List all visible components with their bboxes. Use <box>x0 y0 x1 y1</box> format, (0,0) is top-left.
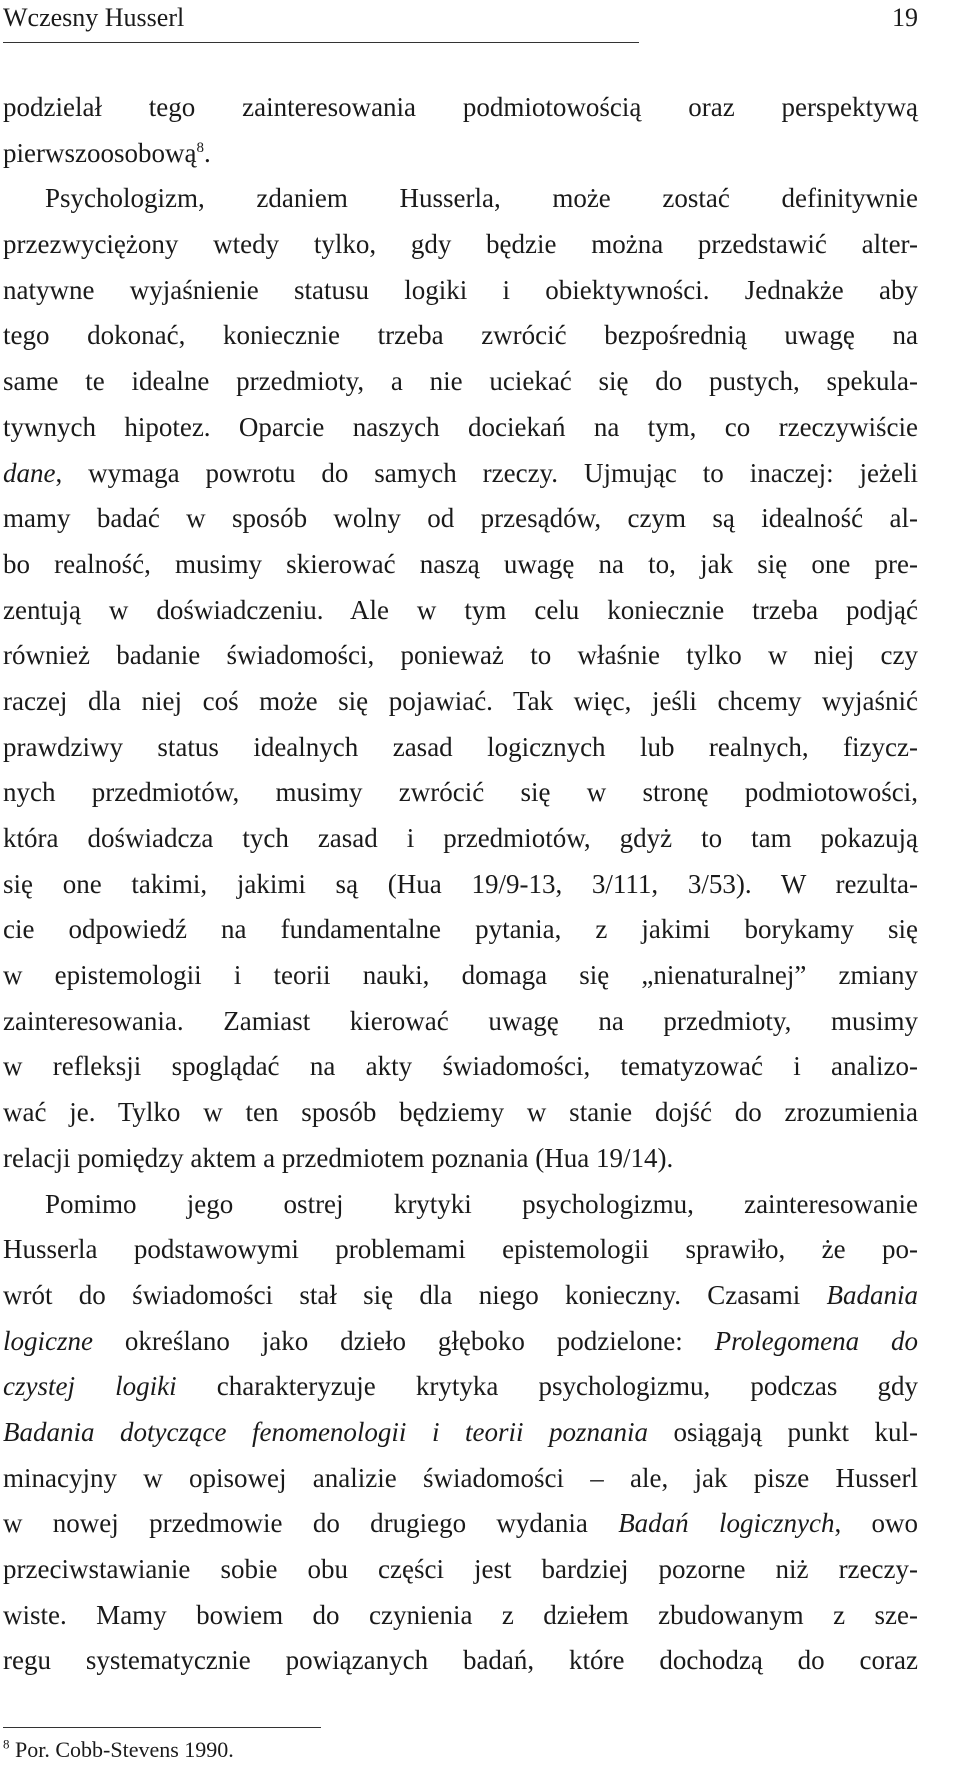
text-line: przezwyciężony wtedy tylko, gdy będzie można przedstawić alter- <box>3 229 918 260</box>
page-number: 19 <box>892 3 918 32</box>
footnote <box>3 1735 234 1765</box>
italic-title: Prolegomena do <box>714 1325 918 1356</box>
running-header <box>3 0 918 40</box>
italic-title: czystej logiki <box>3 1371 177 1402</box>
header-rule <box>3 42 639 43</box>
text-line: wrót do świadomości stał się dla niego konieczny. Czasami Badania <box>3 1279 918 1310</box>
text-line: dane, wymaga powrotu do samych rzeczy. Ujmując to inaczej: jeżeli <box>3 457 918 488</box>
text-line: regu systematycznie powiązanych badań, które dochodzą do coraz <box>3 1645 918 1676</box>
body-text <box>3 85 918 1684</box>
text-line: zainteresowania. Zamiast kierować uwagę na przedmioty, musimy <box>3 1005 918 1036</box>
text-line: w nowej przedmowie do drugiego wydania Badań logicznych, owo <box>3 1508 919 1539</box>
text-line: Psychologizm, zdaniem Husserla, może zostać definitywnie <box>45 183 918 214</box>
text-line: tego dokonać, koniecznie trzeba zwrócić bezpośrednią uwagę na <box>3 320 918 351</box>
text-line: nych przedmiotów, musimy zwrócić się w stronę podmiotowości, <box>3 777 918 808</box>
text-line: raczej dla niej coś może się pojawiać. Tak więc, jeśli chcemy wyjaśnić <box>3 685 918 716</box>
running-title: Wczesny Husserl <box>3 3 185 32</box>
italic-title: Badania dotyczące fenomenologii i teorii poznania <box>3 1416 648 1447</box>
italic-title: Badań logicznych <box>618 1508 835 1539</box>
italic-title: Badania <box>826 1279 918 1310</box>
text-line: tywnych hipotez. Oparcie naszych dociekań na tym, co rzeczywiście <box>3 411 918 442</box>
text-line: relacji pomiędzy aktem a przedmiotem poznania (Hua 19/14). <box>3 1142 674 1173</box>
text-line: logiczne określano jako dzieło głęboko podzielone: Prolegomena do <box>3 1325 918 1356</box>
text-line: się one takimi, jakimi są (Hua 19/9-13, 3/111, 3/53). W rezulta- <box>3 868 918 899</box>
text-line: która doświadcza tych zasad i przedmiotów, gdyż to tam pokazują <box>3 823 918 853</box>
footnote-text: Por. Cobb-Stevens 1990. <box>9 1737 234 1762</box>
footnote-reference: 8 <box>196 139 204 156</box>
text-line: wiste. Mamy bowiem do czynienia z dziełem zbudowanym z sze- <box>3 1599 918 1630</box>
text-line: w refleksji spoglądać na akty świadomości, tematyzować i analizo- <box>3 1051 918 1082</box>
text-line: mamy badać w sposób wolny od przesądów, czym są idealność al- <box>3 503 918 534</box>
text-line: Husserla podstawowymi problemami epistemologii sprawiło, że po- <box>3 1234 918 1265</box>
text-line: natywne wyjaśnienie statusu logiki i obiektywności. Jednakże aby <box>3 274 918 305</box>
text-line: minacyjny w opisowej analizie świadomości – ale, jak pisze Husserl <box>3 1462 918 1493</box>
italic-title: logiczne <box>3 1325 93 1356</box>
italic-term: dane <box>3 457 56 488</box>
text-line: pierwszoosobową$^8$. <box>3 137 211 168</box>
text-line: prawdziwy status idealnych zasad logicznych lub realnych, fizycz- <box>3 731 918 762</box>
text-line: przeciwstawianie sobie obu części jest bardziej pozorne niż rzeczy- <box>3 1554 918 1584</box>
text-line: podzielał tego zainteresowania podmiotowością oraz perspektywą <box>3 92 918 122</box>
text-line: Badania dotyczące fenomenologii i teorii poznania osiągają punkt kul- <box>3 1416 918 1447</box>
text-line: również badanie świadomości, ponieważ to właśnie tylko w niej czy <box>3 640 918 671</box>
text-line: cie odpowiedź na fundamentalne pytania, z jakimi borykamy się <box>3 914 918 945</box>
text-line: czystej logiki charakteryzuje krytyka psychologizmu, podczas gdy <box>3 1371 918 1402</box>
text-line: wać je. Tylko w ten sposób będziemy w stanie dojść do zrozumienia <box>3 1097 918 1128</box>
footnote-rule <box>3 1727 321 1728</box>
text-line: Pomimo jego ostrej krytyki psychologizmu, zainteresowanie <box>45 1188 918 1219</box>
text-line: same te idealne przedmioty, a nie uciekać się do pustych, spekula- <box>3 366 918 397</box>
footnote-marker: 8 <box>3 1736 10 1752</box>
text-line: zentują w doświadczeniu. Ale w tym celu koniecznie trzeba podjąć <box>3 594 918 625</box>
text-line: w epistemologii i teorii nauki, domaga się „nienaturalnej” zmiany <box>3 960 918 991</box>
text-line: bo realność, musimy skierować naszą uwagę na to, jak się one pre- <box>3 548 918 579</box>
